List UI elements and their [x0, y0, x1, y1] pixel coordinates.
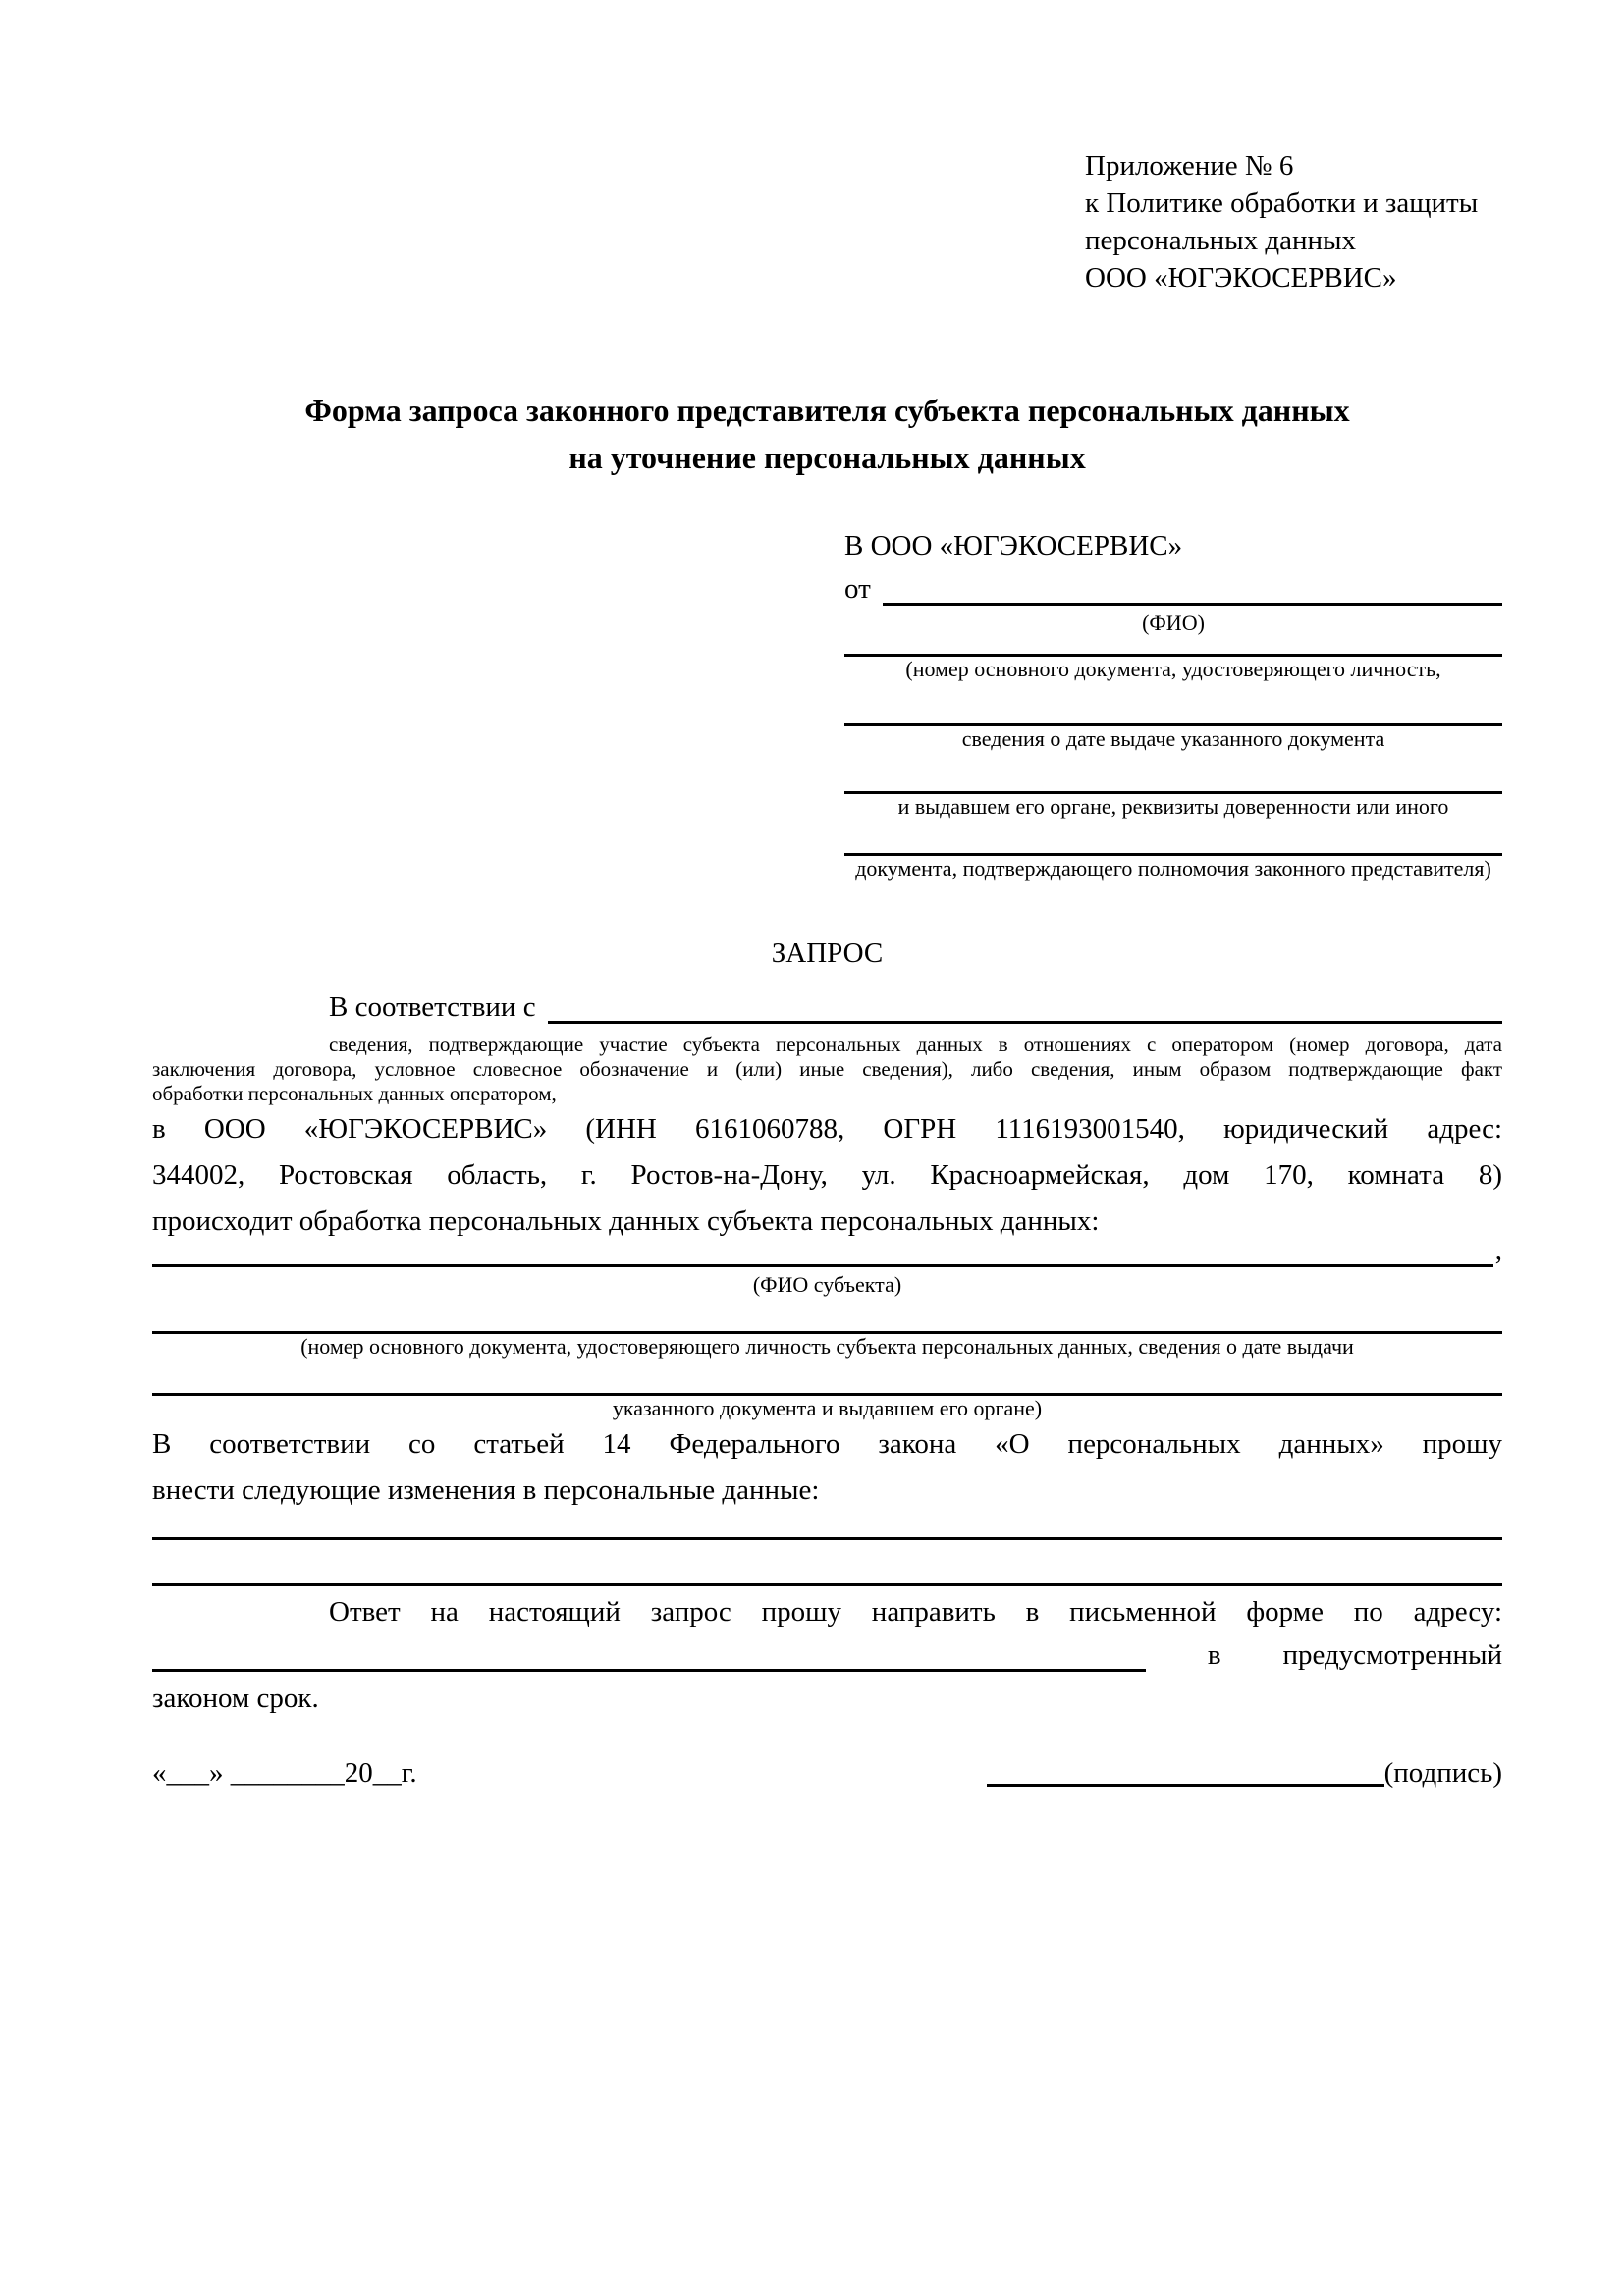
signature-blank-line — [987, 1784, 1384, 1787]
form-title-line: на уточнение персональных данных — [568, 440, 1086, 475]
form-title-line: Форма запроса законного представителя субъекта персональных данных — [304, 393, 1350, 428]
law-paragraph-line: внести следующие изменения в персональные данные: — [152, 1474, 820, 1506]
appendix-line: ООО «ЮГЭКОСЕРВИС» — [1085, 262, 1397, 294]
fine-print-note — [152, 1033, 1502, 1106]
doc-number-caption: (номер основного документа, удостоверяющего личность, — [905, 657, 1441, 681]
answer-address-blank-line — [152, 1669, 1146, 1672]
fine-print-line: сведения, подтверждающие участие субъекта персональных данных в отношениях с оператором (номер договора, дата — [329, 1033, 1502, 1056]
date-blank: «___» ________20__г. — [152, 1757, 417, 1789]
fio-caption: (ФИО) — [1142, 611, 1205, 635]
law-paragraph — [152, 1421, 1502, 1514]
appendix-note — [1085, 147, 1502, 296]
accordance-line — [152, 984, 1502, 1029]
operator-paragraph-line: в ООО «ЮГЭКОСЕРВИС» (ИНН 6161060788, ОГРН 1116193001540, юридический адрес: — [152, 1113, 1502, 1145]
trailing-comma: , — [1494, 1235, 1502, 1266]
subject-fio-caption: (ФИО субъекта) — [752, 1272, 902, 1297]
subject-fio-blank-line — [152, 1264, 1493, 1267]
signature-caption: (подпись) — [1383, 1757, 1502, 1789]
answer-address-line — [152, 1633, 1502, 1677]
subject-fio-line — [152, 1235, 1502, 1272]
stipulated-word: предусмотренный — [1282, 1639, 1502, 1671]
term-line: законом срок. — [152, 1682, 319, 1714]
appendix-line: к Политике обработки и защиты — [1085, 187, 1479, 219]
appendix-line: Приложение № 6 — [1085, 150, 1294, 182]
operator-paragraph-line: 344002, Ростовская область, г. Ростов-на-Дону, ул. Красноармейская, дом 170, комната 8) — [152, 1159, 1502, 1191]
signature-area — [987, 1753, 1502, 1792]
appendix-line: персональных данных — [1085, 225, 1357, 256]
changes-blank-line-2 — [152, 1583, 1502, 1586]
footer-row — [152, 1753, 1502, 1792]
fine-print-line: заключения договора, условное словесное обозначение и (или) иные сведения), либо сведения, иным образом подтверждающие факт — [152, 1057, 1502, 1081]
issuing-authority-caption: и выдавшем его органе, реквизиты доверенности или иного — [897, 794, 1449, 819]
representative-fio-blank-line — [883, 603, 1502, 606]
authority-doc-caption: документа, подтверждающего полномочия законного представителя) — [855, 856, 1491, 881]
addressee-block — [844, 526, 1502, 881]
law-paragraph-line: В соответствии со статьей 14 Федерального закона «О персональных данных» прошу — [152, 1428, 1502, 1460]
accordance-label: В соответствии с — [329, 991, 536, 1023]
subject-doc-issue-caption: указанного документа и выдавшем его органе) — [612, 1396, 1043, 1420]
accordance-blank-line — [548, 1021, 1502, 1024]
from-line — [844, 567, 1502, 611]
form-title — [152, 387, 1502, 481]
in-word: в — [1207, 1639, 1221, 1671]
operator-paragraph-line: происходит обработка персональных данных субъекта персональных данных: — [152, 1205, 1100, 1237]
issue-date-caption: сведения о дате выдаче указанного документа — [961, 726, 1385, 751]
operator-paragraph — [152, 1106, 1502, 1245]
request-heading: ЗАПРОС — [771, 937, 884, 969]
fine-print-line: обработки персональных данных оператором, — [152, 1082, 557, 1105]
subject-doc-caption: (номер основного документа, удостоверяющего личность субъекта персональных данных, сведения о дате выдачи — [300, 1334, 1354, 1359]
addressee-org: В ООО «ЮГЭКОСЕРВИС» — [844, 530, 1183, 561]
answer-paragraph: Ответ на настоящий запрос прошу направить в письменной форме по адресу: — [329, 1596, 1502, 1628]
from-label: от — [844, 573, 871, 605]
